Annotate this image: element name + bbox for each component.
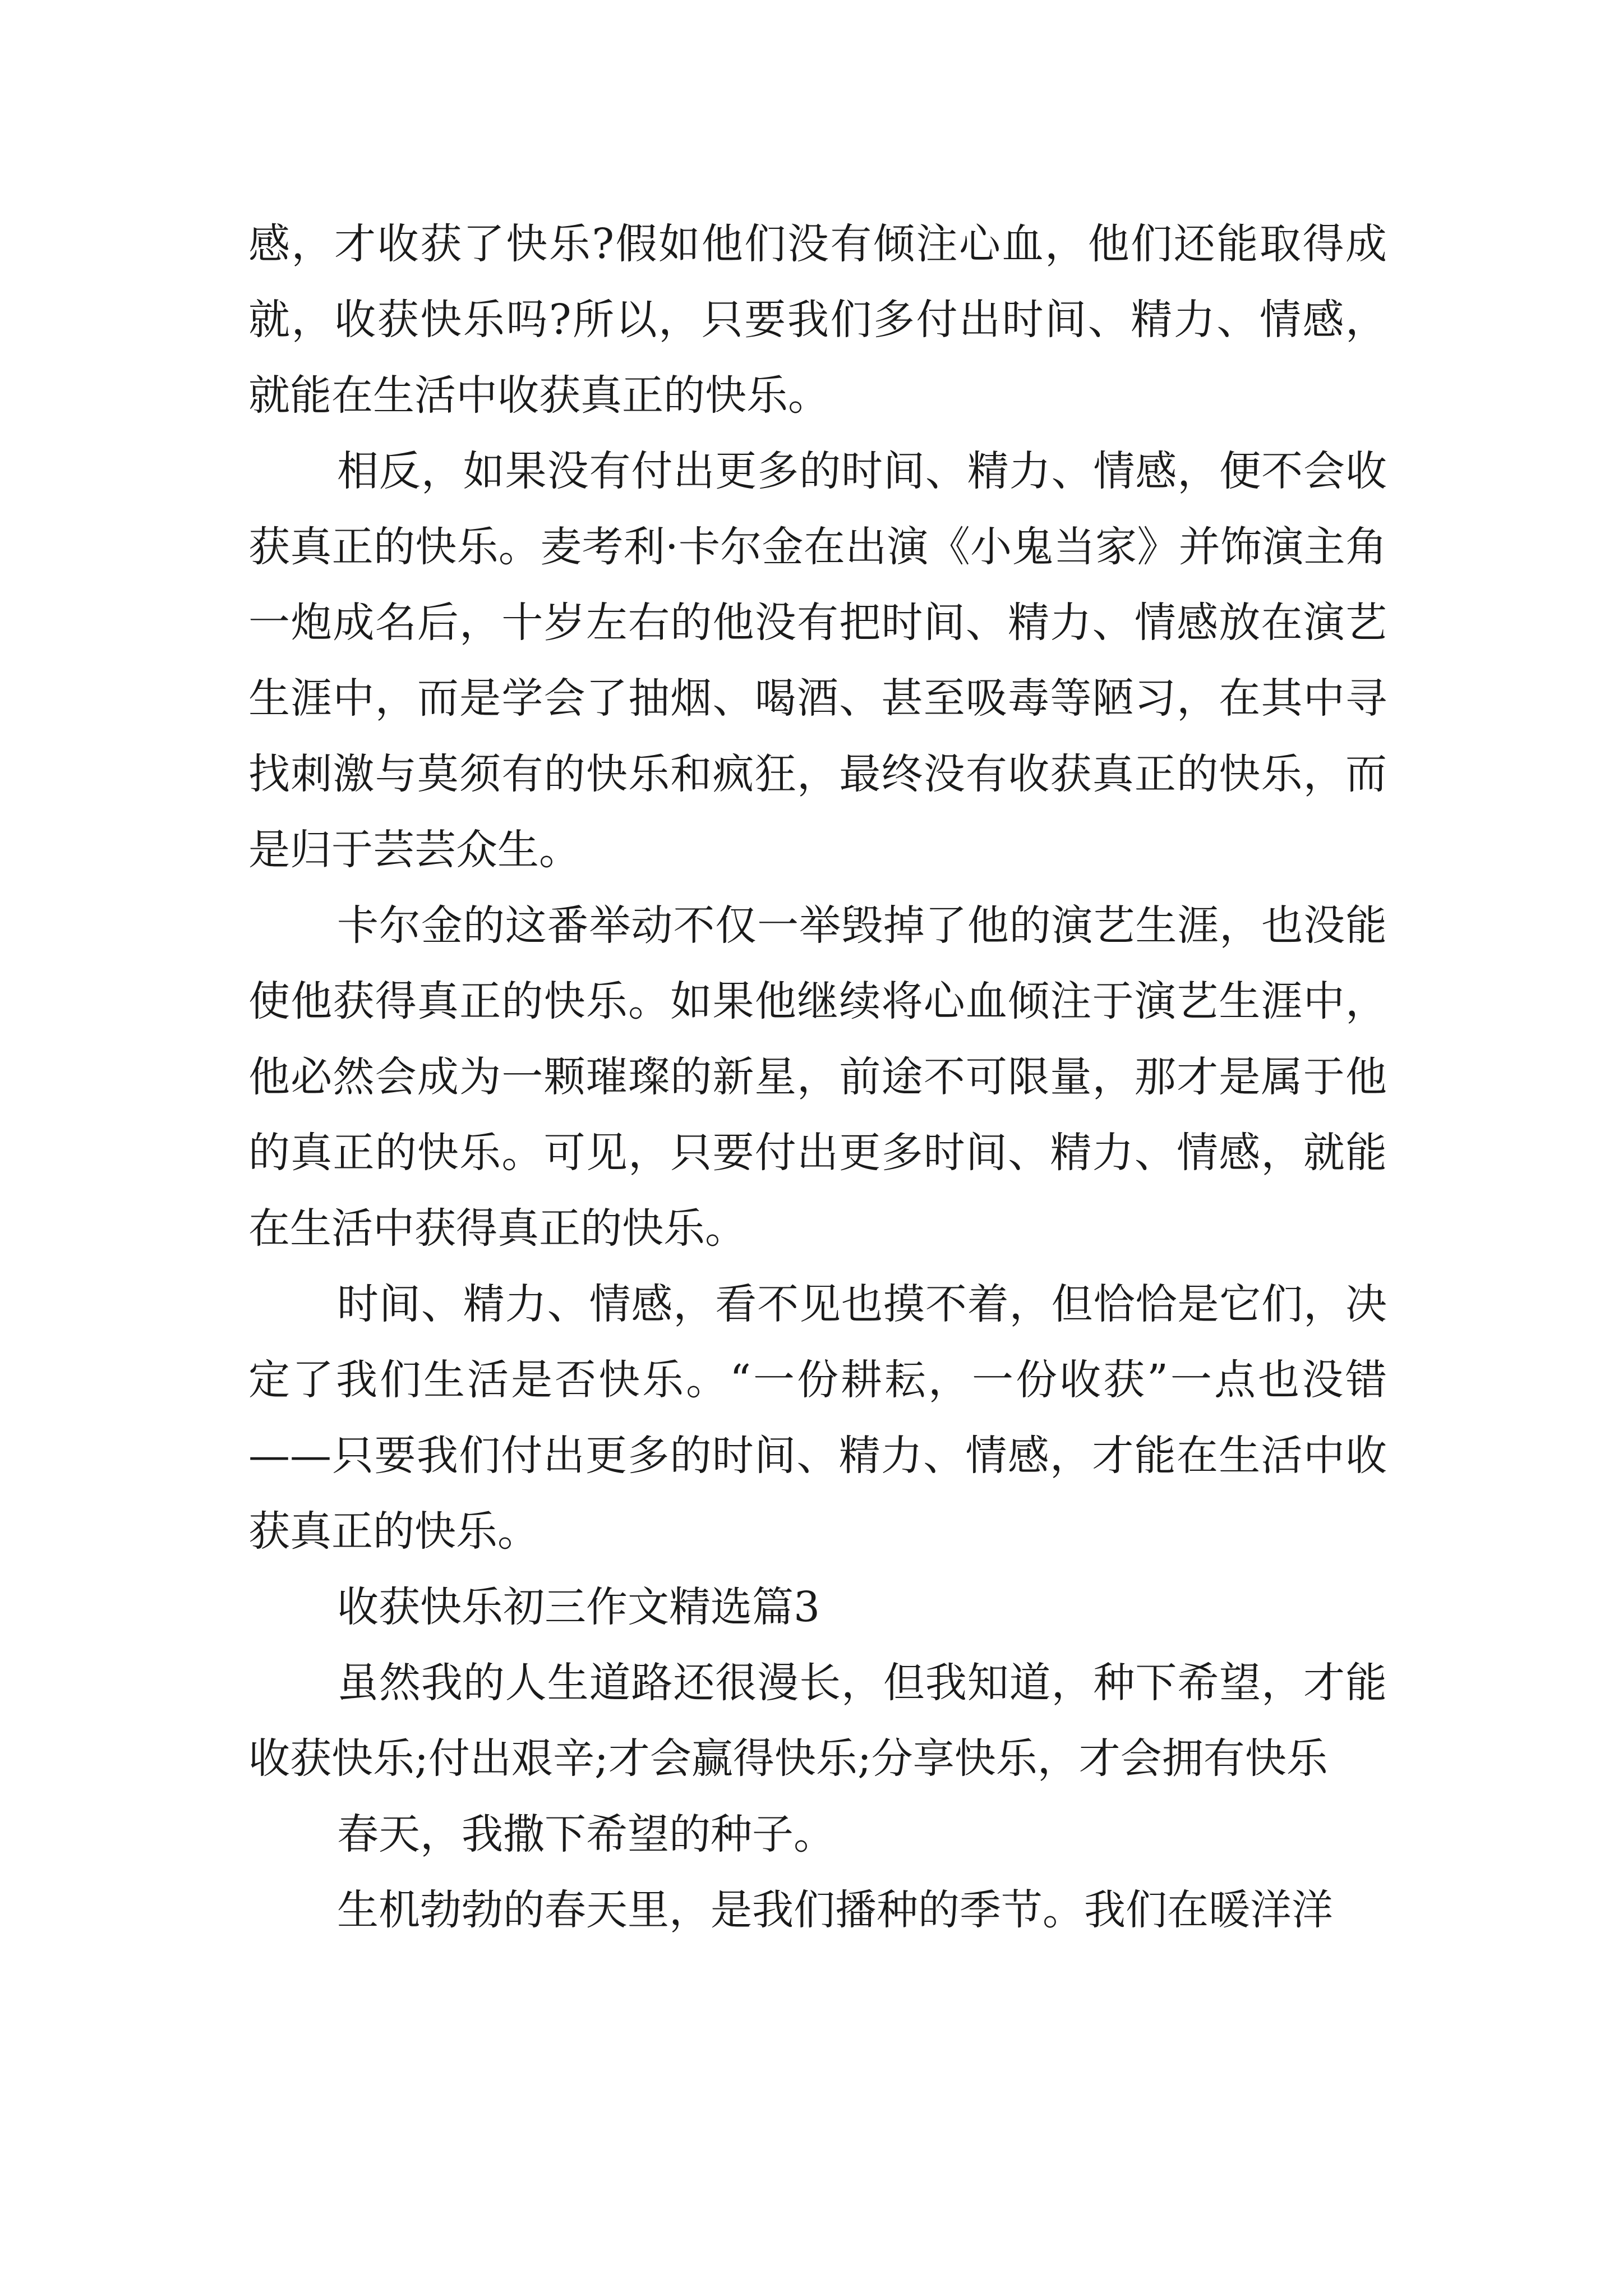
paragraph-7: 生机勃勃的春天里，是我们播种的季节。我们在暖洋洋 [337,1886,1333,1934]
paragraph-2: 相反，如果没有付出更多的时间、精力、情感，便不会收获真正的快乐。麦考利·卡尔金在出演《小鬼当家》并饰演主角一炮成名后，十岁左右的他没有把时间、精力、情感放在演艺生涯中，而是学会了抽烟、喝酒、甚至吸毒等陋习，在其中寻找刺激与莫须有的快乐和疯狂，最终没有收获真正的快乐，而是归于芸芸众生。 [248,447,1387,874]
paragraph-4: 时间、精力、情感，看不见也摸不着，但恰恰是它们，决定了我们生活是否快乐。“一份耕耘，一份收获”一点也没错——只要我们付出更多的时间、精力、情感，才能在生活中收获真正的快乐。 [248,1280,1387,1556]
paragraph-6: 春天，我撒下希望的种子。 [337,1810,835,1858]
section-heading: 收获快乐初三作文精选篇3 [337,1583,820,1631]
paragraph-3: 卡尔金的这番举动不仅一举毁掉了他的演艺生涯，也没能使他获得真正的快乐。如果他继续将心血倾注于演艺生涯中，他必然会成为一颗璀璨的新星，前途不可限量，那才是属于他的真正的快乐。可见，只要付出更多时间、精力、情感，就能在生活中获得真正的快乐。 [248,901,1387,1253]
paragraph-1: 感，才收获了快乐?假如他们没有倾注心血，他们还能取得成就，收获快乐吗?所以，只要我们多付出时间、精力、情感，就能在生活中收获真正的快乐。 [248,220,1387,420]
paragraph-5: 虽然我的人生道路还很漫长，但我知道，种下希望，才能收获快乐;付出艰辛;才会赢得快乐;分享快乐，才会拥有快乐 [248,1659,1387,1783]
document-body [248,206,1387,1948]
